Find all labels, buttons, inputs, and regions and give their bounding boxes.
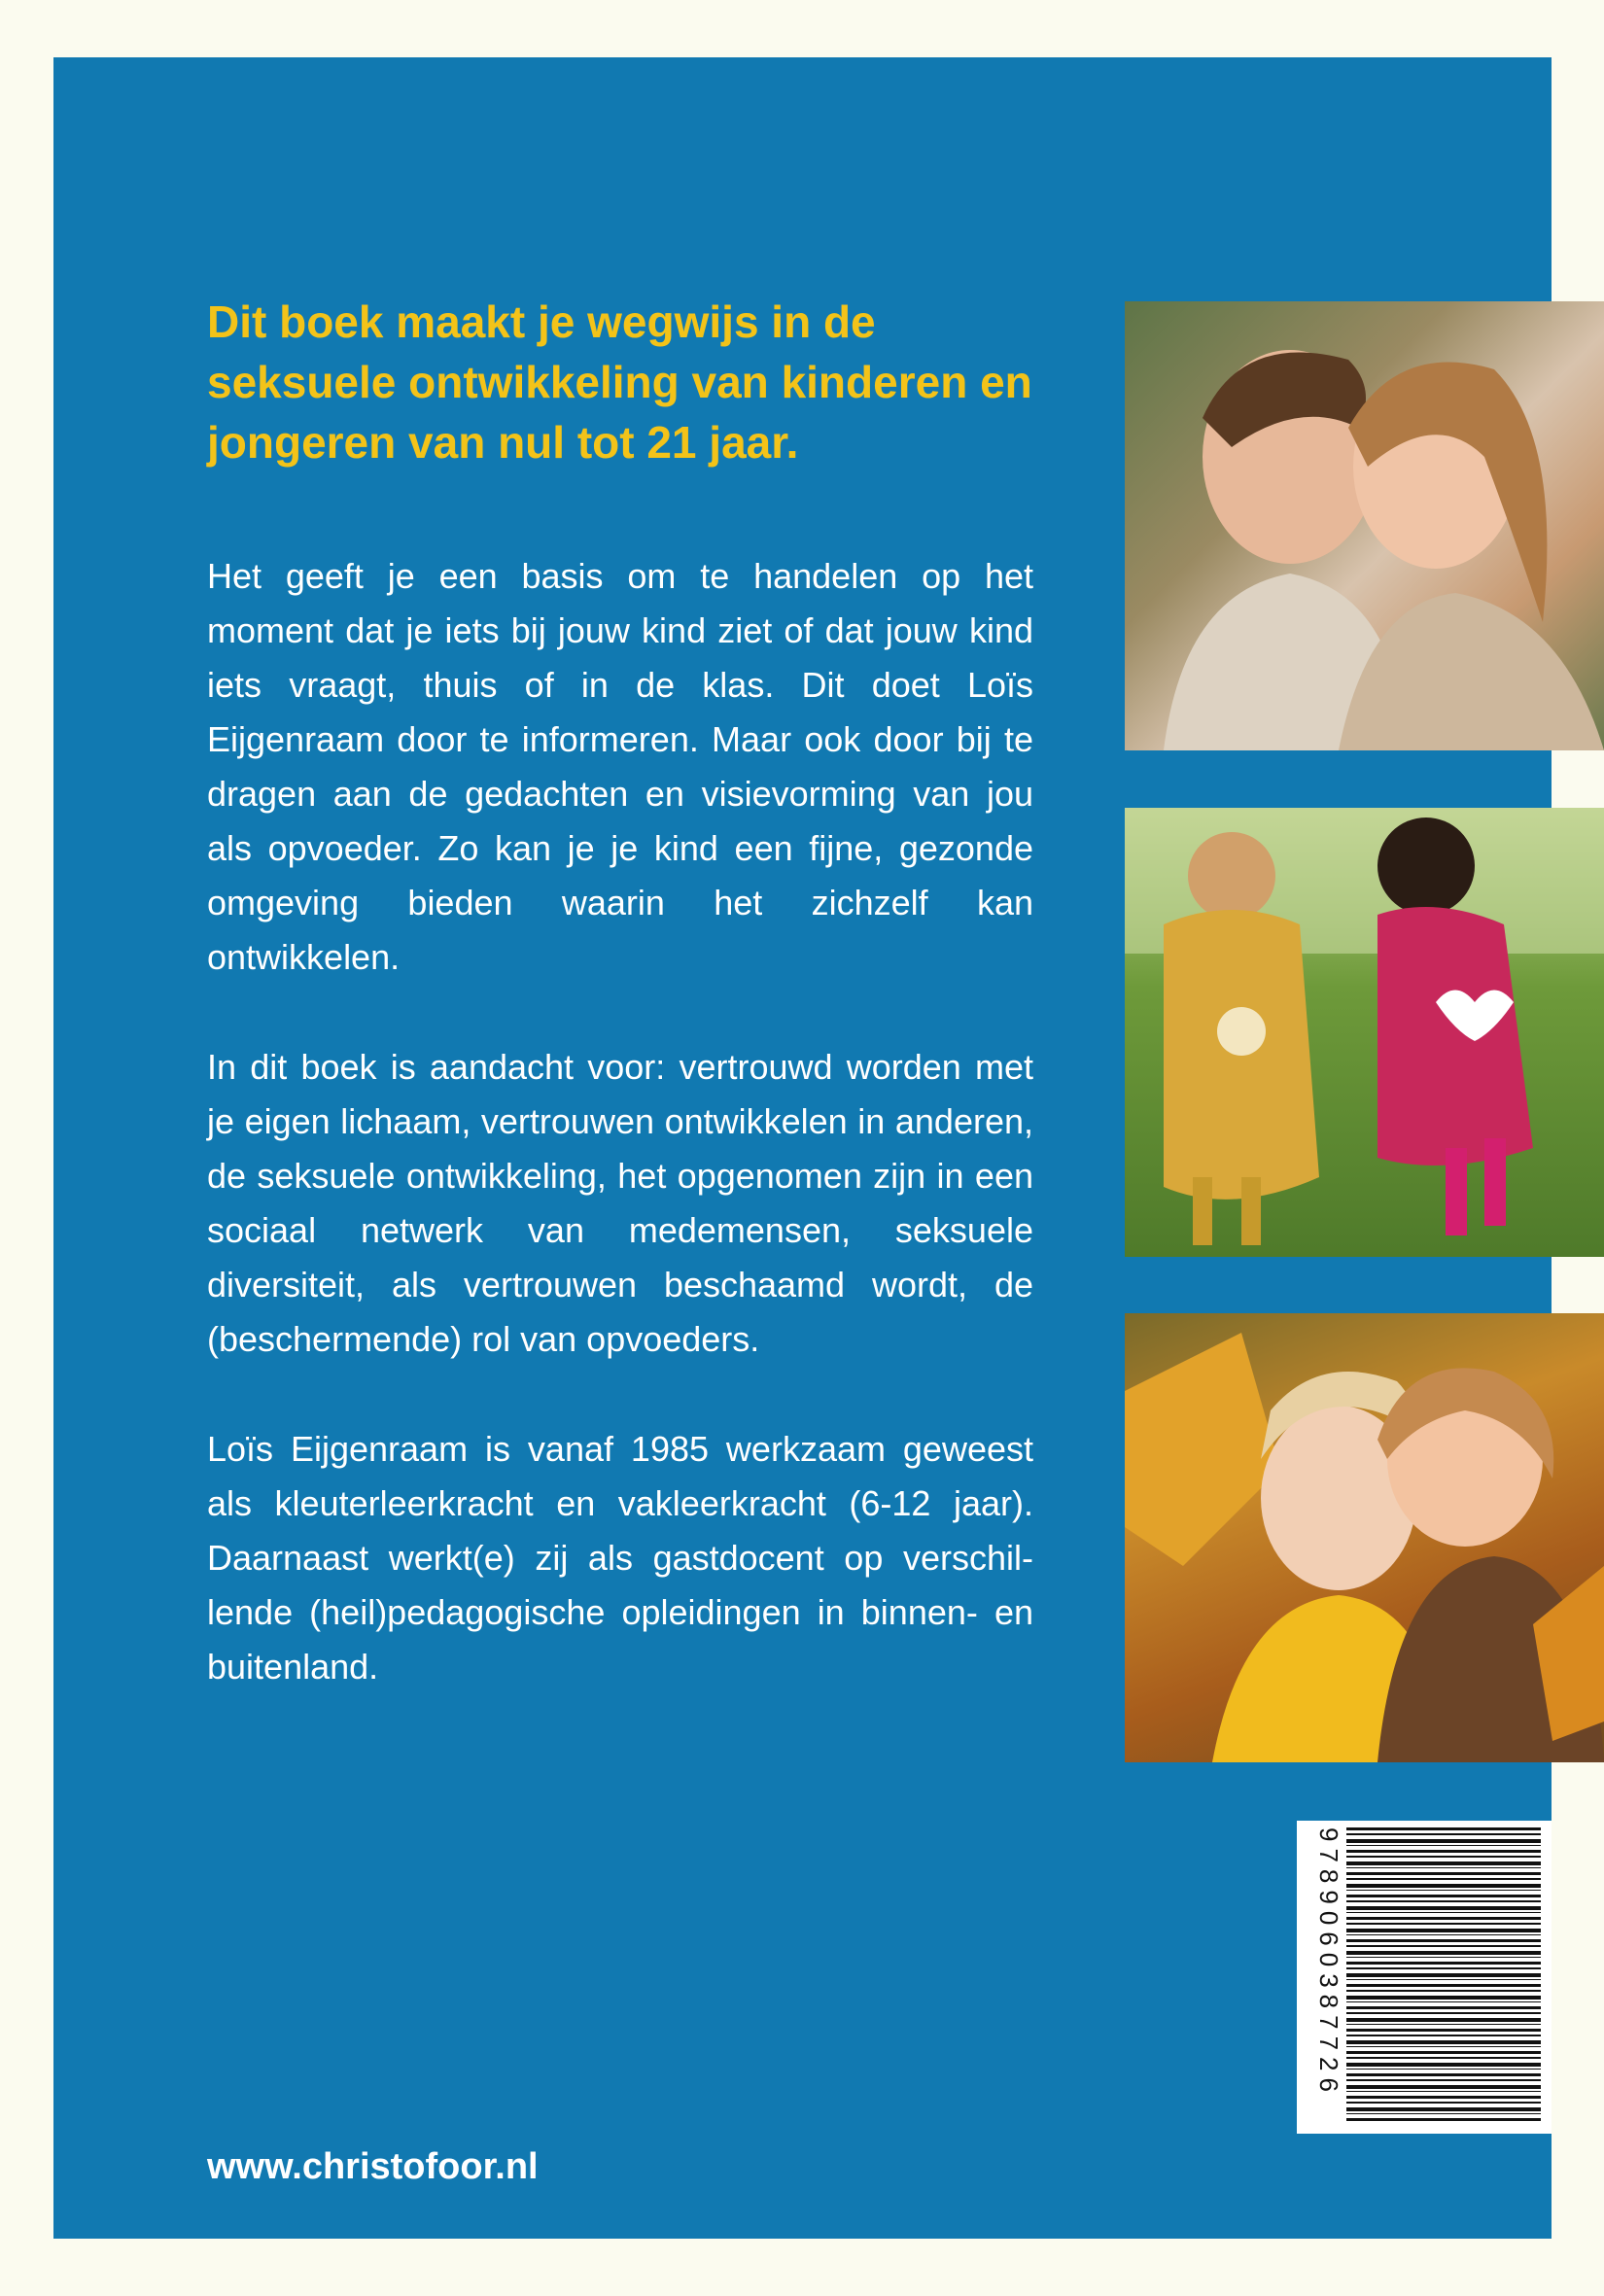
barcode-bars <box>1346 1827 1541 2124</box>
publisher-website: www.christofoor.nl <box>207 2146 539 2187</box>
photo-children-capes <box>1125 808 1604 1257</box>
photo-children-leaves <box>1125 1313 1604 1762</box>
isbn-digits: 9789060387726 <box>1314 1827 1343 2099</box>
intro-paragraph: Het geeft je een basis om te handelen op het moment dat je iets bij jouw kind ziet of dat jouw kind iets vraagt, thuis of in de klas. Dit doet Loïs Eijgenraam door te informeren. Maar ook door bij te dragen aan de gedachten en visievorming van jou als opvoeder. Zo kan je je kind een fijne, gezonde omgeving bieden waarin het zichzelf kan ontwikkelen. <box>207 556 1033 977</box>
topics-paragraph: In dit boek is aandacht voor: vertrouwd worden met je eigen lichaam, vertrouwen ontwikkelen in anderen, de seksuele ontwikkeling, het opgenomen zijn in een sociaal netwerk van medemensen, seksuele diversiteit, als vertrouwen beschaamd wordt, de (beschermende) rol van opvoeders. <box>207 1047 1033 1359</box>
headline: Dit boek maakt je wegwijs in de seksuele ontwikkeling van kinderen en jongeren van nul tot 21 jaar. <box>207 296 1032 468</box>
photo-teen-couple <box>1125 301 1604 750</box>
author-bio-paragraph: Loïs Eijgenraam is vanaf 1985 werkzaam geweest als kleuterleerkracht en vakleerkracht (6-12 jaar). Daarnaast werkt(e) zij als gastdocent op verschillende (heil)pedagogische opleidingen in binnen- en buitenland. <box>207 1429 1033 1687</box>
